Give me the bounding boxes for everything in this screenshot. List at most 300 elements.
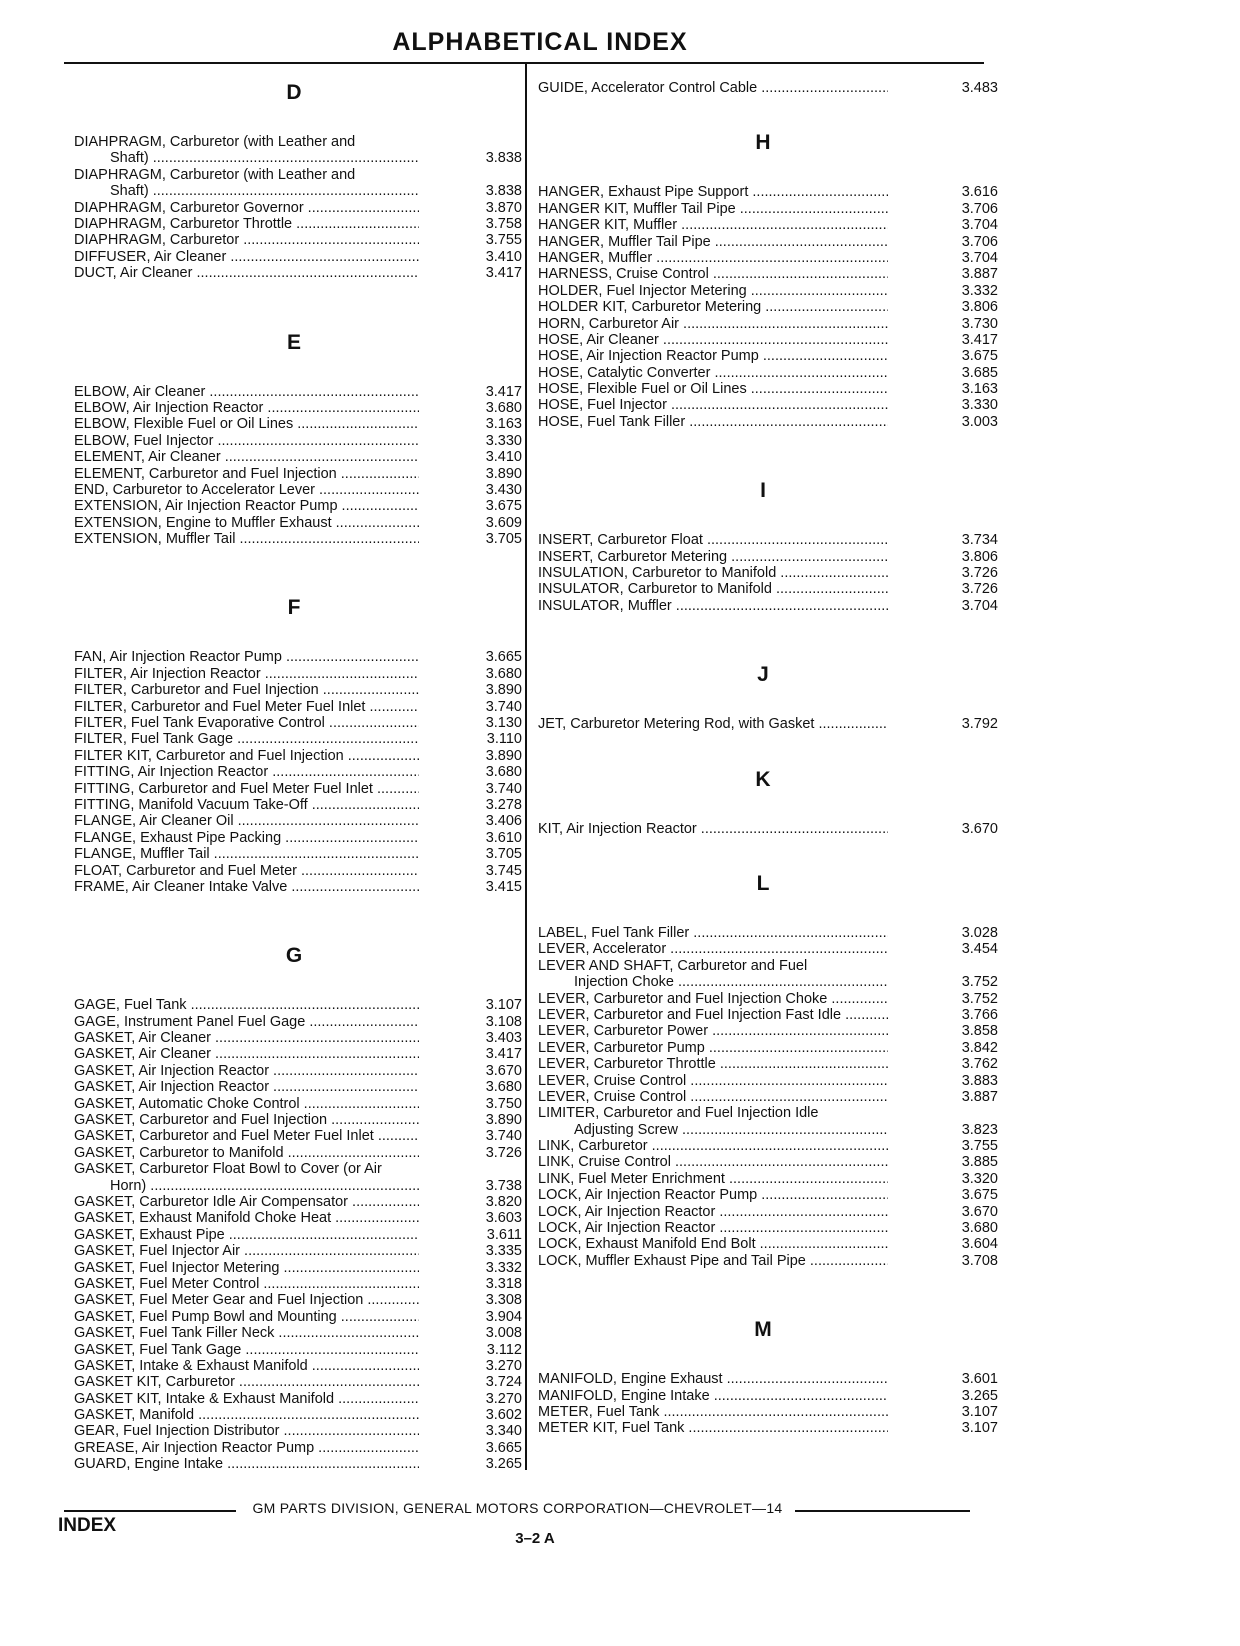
entry-description: FILTER, Fuel Tank Evaporative Control ..... <box>74 715 419 731</box>
entry-description-line1: LEVER AND SHAFT, Carburetor and Fuel <box>538 957 808 974</box>
entry-description: FILTER, Fuel Tank Gage ..... <box>74 731 419 747</box>
entry-description: DIAPHRAGM, Carburetor Throttle ..... <box>74 216 419 232</box>
entry-description: LEVER, Carburetor Power ..... <box>538 1023 888 1039</box>
page-number: 3–2 A <box>515 1530 555 1547</box>
entry-page-ref: 3.904 <box>485 1308 522 1325</box>
entry-page-ref: 3.680 <box>961 1220 998 1237</box>
index-entry <box>74 432 522 449</box>
index-entry <box>74 531 522 548</box>
entry-description: GASKET, Exhaust Pipe ..... <box>74 1227 419 1243</box>
entry-description: EXTENSION, Muffler Tail ..... <box>74 531 419 547</box>
entry-description: METER, Fuel Tank ..... <box>538 1404 888 1420</box>
entry-page-ref: 3.601 <box>961 1371 998 1388</box>
index-entry <box>538 581 998 598</box>
entry-description: ELBOW, Fuel Injector ..... <box>74 433 419 449</box>
entry-description: EXTENSION, Air Injection Reactor Pump ..... <box>74 498 419 514</box>
entry-page-ref: 3.752 <box>961 974 998 991</box>
entry-description: Shaft) ..... <box>74 183 419 199</box>
index-entry <box>74 665 522 682</box>
entry-description: GASKET, Intake & Exhaust Manifold ..... <box>74 1358 419 1374</box>
entry-page-ref: 3.806 <box>961 548 998 565</box>
entry-description: GASKET, Fuel Tank Gage ..... <box>74 1342 419 1358</box>
index-entry <box>74 265 522 282</box>
entry-page-ref: 3.842 <box>961 1039 998 1056</box>
entry-description: INSERT, Carburetor Float ..... <box>538 532 888 548</box>
index-entry <box>538 990 998 1007</box>
entry-description: INSULATOR, Muffler ..... <box>538 598 888 614</box>
entry-description: GASKET, Fuel Tank Filler Neck ..... <box>74 1325 419 1341</box>
entry-page-ref: 3.706 <box>961 200 998 217</box>
entry-page-ref: 3.417 <box>485 383 522 400</box>
entry-description: LEVER, Accelerator ..... <box>538 941 888 957</box>
index-entry <box>538 565 998 582</box>
index-entry <box>538 348 998 365</box>
entry-description: INSULATION, Carburetor to Manifold ..... <box>538 565 888 581</box>
index-entry <box>538 1072 998 1089</box>
entry-description: FILTER, Carburetor and Fuel Injection ..... <box>74 682 419 698</box>
entry-description: FLOAT, Carburetor and Fuel Meter ..... <box>74 863 419 879</box>
entry-page-ref: 3.890 <box>485 1112 522 1129</box>
entry-page-ref: 3.332 <box>961 282 998 299</box>
entry-description: HOSE, Catalytic Converter ..... <box>538 365 888 381</box>
entry-description: Adjusting Screw ..... <box>538 1122 888 1138</box>
index-entry <box>74 1095 522 1112</box>
entry-description: HANGER, Exhaust Pipe Support ..... <box>538 184 888 200</box>
entry-description: LOCK, Exhaust Manifold End Bolt ..... <box>538 1236 888 1252</box>
entry-description: GEAR, Fuel Injection Distributor ..... <box>74 1423 419 1439</box>
entry-page-ref: 3.163 <box>485 416 522 433</box>
entry-description: ELBOW, Air Injection Reactor ..... <box>74 400 419 416</box>
index-entry <box>74 878 522 895</box>
entry-description: LOCK, Air Injection Reactor Pump ..... <box>538 1187 888 1203</box>
index-entry <box>74 1112 522 1129</box>
entry-page-ref: 3.823 <box>961 1121 998 1138</box>
index-entry <box>74 731 522 748</box>
entry-page-ref: 3.670 <box>485 1062 522 1079</box>
right-column <box>538 80 998 1437</box>
entry-description: GASKET, Fuel Meter Control ..... <box>74 1276 419 1292</box>
entry-description: LABEL, Fuel Tank Filler ..... <box>538 925 888 941</box>
left-column <box>74 80 522 1473</box>
entry-description: MANIFOLD, Engine Exhaust ..... <box>538 1371 888 1387</box>
index-entry <box>74 1079 522 1096</box>
entry-description: FILTER, Air Injection Reactor ..... <box>74 666 419 682</box>
index-entry <box>74 715 522 732</box>
entry-page-ref: 3.680 <box>485 665 522 682</box>
index-entry <box>538 80 998 96</box>
entry-description: EXTENSION, Engine to Muffler Exhaust ..... <box>74 515 419 531</box>
index-entry <box>538 397 998 414</box>
index-entry <box>538 1039 998 1056</box>
index-entry <box>538 413 998 430</box>
entry-description: FILTER KIT, Carburetor and Fuel Injection ..... <box>74 748 419 764</box>
entry-description: LOCK, Air Injection Reactor ..... <box>538 1204 888 1220</box>
entry-description: END, Carburetor to Accelerator Lever ..... <box>74 482 419 498</box>
index-entry <box>74 1439 522 1456</box>
entry-page-ref: 3.410 <box>485 449 522 466</box>
index-entry <box>538 1236 998 1253</box>
entry-description: GASKET, Air Cleaner ..... <box>74 1030 419 1046</box>
entry-page-ref: 3.670 <box>961 1203 998 1220</box>
entry-description: GAGE, Instrument Panel Fuel Gage ..... <box>74 1014 419 1030</box>
entry-description: LINK, Fuel Meter Enrichment ..... <box>538 1171 888 1187</box>
index-entry <box>538 1088 998 1105</box>
entry-description: Shaft) ..... <box>74 150 419 166</box>
entry-page-ref: 3.112 <box>486 1341 522 1358</box>
entry-description: GASKET, Fuel Pump Bowl and Mounting ..... <box>74 1309 419 1325</box>
entry-page-ref: 3.680 <box>485 399 522 416</box>
entry-page-ref: 3.110 <box>486 731 522 748</box>
entry-page-ref: 3.890 <box>485 465 522 482</box>
entry-description: GUIDE, Accelerator Control Cable ..... <box>538 80 888 96</box>
index-entry <box>538 1105 998 1138</box>
title-rule <box>64 62 984 64</box>
entry-page-ref: 3.403 <box>485 1030 522 1047</box>
section-letter: M <box>754 1318 772 1342</box>
index-entry <box>74 1456 522 1473</box>
index-entry <box>74 698 522 715</box>
entry-page-ref: 3.265 <box>485 1456 522 1473</box>
entry-page-ref: 3.335 <box>485 1243 522 1260</box>
entry-page-ref: 3.740 <box>485 1128 522 1145</box>
entry-description: DIAPHRAGM, Carburetor Governor ..... <box>74 200 419 216</box>
entry-page-ref: 3.430 <box>485 481 522 498</box>
index-entry <box>74 1013 522 1030</box>
entry-page-ref: 3.265 <box>961 1387 998 1404</box>
index-entry <box>538 1023 998 1040</box>
entry-page-ref: 3.415 <box>485 878 522 895</box>
index-entry <box>74 1308 522 1325</box>
entry-page-ref: 3.278 <box>485 796 522 813</box>
index-entry <box>74 1243 522 1260</box>
entry-description: LEVER, Cruise Control ..... <box>538 1089 888 1105</box>
entry-description: GASKET, Exhaust Manifold Choke Heat ..... <box>74 1210 419 1226</box>
entry-description: LOCK, Air Injection Reactor ..... <box>538 1220 888 1236</box>
entry-description: HOSE, Fuel Injector ..... <box>538 397 888 413</box>
index-entry <box>74 997 522 1014</box>
entry-page-ref: 3.270 <box>485 1390 522 1407</box>
entry-page-ref: 3.308 <box>485 1292 522 1309</box>
index-entry <box>74 232 522 249</box>
index-entry <box>74 1275 522 1292</box>
entry-description: DIFFUSER, Air Cleaner ..... <box>74 249 419 265</box>
entry-page-ref: 3.806 <box>961 299 998 316</box>
footer-section-label: INDEX <box>58 1515 117 1536</box>
entry-description: FITTING, Manifold Vacuum Take-Off ..... <box>74 797 419 813</box>
index-entry <box>538 820 998 837</box>
entry-page-ref: 3.883 <box>961 1072 998 1089</box>
section-k <box>538 767 998 837</box>
entry-description: GASKET, Fuel Injector Air ..... <box>74 1243 419 1259</box>
entry-page-ref: 3.602 <box>485 1407 522 1424</box>
entry-page-ref: 3.870 <box>485 199 522 216</box>
index-entry <box>538 1404 998 1420</box>
entry-description: HORN, Carburetor Air ..... <box>538 316 888 332</box>
entry-description: HANGER, Muffler ..... <box>538 250 888 266</box>
index-entry <box>74 1259 522 1276</box>
section-g <box>74 943 522 1473</box>
index-entry <box>74 862 522 879</box>
entry-description: ELBOW, Air Cleaner ..... <box>74 384 419 400</box>
column-divider <box>525 64 527 1470</box>
index-entry <box>74 1390 522 1407</box>
index-entry <box>74 1341 522 1358</box>
entry-page-ref: 3.752 <box>961 990 998 1007</box>
entry-description: LEVER, Carburetor Throttle ..... <box>538 1056 888 1072</box>
entry-page-ref: 3.483 <box>961 80 998 96</box>
index-entry <box>74 1357 522 1374</box>
index-entry <box>74 649 522 666</box>
entry-page-ref: 3.107 <box>485 997 522 1014</box>
entry-page-ref: 3.726 <box>485 1144 522 1161</box>
section-letter: F <box>287 596 301 620</box>
entry-page-ref: 3.740 <box>485 698 522 715</box>
index-entry <box>74 1210 522 1227</box>
entry-page-ref: 3.454 <box>961 941 998 958</box>
index-entry <box>74 465 522 482</box>
index-entry <box>538 1220 998 1237</box>
entry-page-ref: 3.726 <box>961 565 998 582</box>
entry-description: JET, Carburetor Metering Rod, with Gasket ..... <box>538 716 888 732</box>
entry-description: FRAME, Air Cleaner Intake Valve ..... <box>74 879 419 895</box>
entry-description: GASKET, Carburetor to Manifold ..... <box>74 1145 419 1161</box>
index-entry <box>74 1407 522 1424</box>
index-entry <box>74 1062 522 1079</box>
entry-page-ref: 3.726 <box>961 581 998 598</box>
index-entry <box>538 184 998 201</box>
index-entry <box>74 764 522 781</box>
index-entry <box>538 1154 998 1171</box>
entry-page-ref: 3.890 <box>485 747 522 764</box>
index-entry <box>74 682 522 699</box>
entry-description: GASKET KIT, Intake & Exhaust Manifold ..... <box>74 1391 419 1407</box>
entry-description: ELEMENT, Carburetor and Fuel Injection ..... <box>74 466 419 482</box>
index-entry <box>538 957 998 991</box>
entry-page-ref: 3.340 <box>485 1423 522 1440</box>
entry-page-ref: 3.675 <box>961 1187 998 1204</box>
entry-description: HARNESS, Cruise Control ..... <box>538 266 888 282</box>
section-j <box>538 662 998 733</box>
entry-description: HOSE, Flexible Fuel or Oil Lines ..... <box>538 381 888 397</box>
index-entry <box>538 381 998 398</box>
section-d <box>74 80 522 282</box>
entry-page-ref: 3.616 <box>961 184 998 201</box>
entry-description: INSULATOR, Carburetor to Manifold ..... <box>538 581 888 597</box>
index-entry <box>538 282 998 299</box>
entry-page-ref: 3.887 <box>961 266 998 283</box>
entry-page-ref: 3.887 <box>961 1088 998 1105</box>
entry-page-ref: 3.410 <box>485 248 522 265</box>
entry-page-ref: 3.603 <box>485 1210 522 1227</box>
entry-page-ref: 3.611 <box>486 1226 522 1243</box>
entry-page-ref: 3.704 <box>961 217 998 234</box>
entry-page-ref: 3.704 <box>961 249 998 266</box>
entry-page-ref: 3.332 <box>485 1259 522 1276</box>
entry-page-ref: 3.730 <box>961 315 998 332</box>
index-entry <box>538 200 998 217</box>
index-entry <box>74 780 522 797</box>
index-entry <box>538 1371 998 1388</box>
entry-page-ref: 3.028 <box>961 924 998 941</box>
index-entry <box>538 597 998 614</box>
entry-description: LOCK, Muffler Exhaust Pipe and Tail Pipe ..... <box>538 1253 888 1269</box>
section-letter: H <box>755 131 771 155</box>
entry-page-ref: 3.734 <box>961 532 998 549</box>
index-entry <box>74 1423 522 1440</box>
entry-page-ref: 3.609 <box>485 514 522 531</box>
entry-page-ref: 3.762 <box>961 1056 998 1073</box>
section-m <box>538 1317 998 1437</box>
index-entry <box>74 514 522 531</box>
index-entry <box>74 1128 522 1145</box>
section-i <box>538 478 998 614</box>
entry-description: GASKET, Air Cleaner ..... <box>74 1046 419 1062</box>
entry-page-ref: 3.318 <box>485 1275 522 1292</box>
entry-description: GAGE, Fuel Tank ..... <box>74 997 419 1013</box>
index-entry <box>74 498 522 515</box>
entry-description: LEVER, Carburetor Pump ..... <box>538 1040 888 1056</box>
index-entry <box>74 813 522 830</box>
section-f <box>74 595 522 895</box>
entry-description: GASKET, Carburetor and Fuel Meter Fuel Inlet ..... <box>74 1128 419 1144</box>
entry-page-ref: 3.755 <box>961 1138 998 1155</box>
section-letter: K <box>755 767 771 791</box>
index-entry <box>74 383 522 400</box>
index-entry <box>74 166 522 200</box>
entry-page-ref: 3.740 <box>485 780 522 797</box>
entry-description: LINK, Cruise Control ..... <box>538 1154 888 1170</box>
entry-description: LEVER, Carburetor and Fuel Injection Fast Idle ..... <box>538 1007 888 1023</box>
index-entry <box>538 1387 998 1404</box>
index-entry <box>538 1138 998 1155</box>
index-entry <box>74 1030 522 1047</box>
index-entry <box>538 1006 998 1023</box>
index-entry <box>74 1226 522 1243</box>
entry-description: GASKET, Carburetor and Fuel Injection ..... <box>74 1112 419 1128</box>
index-entry <box>74 248 522 265</box>
index-entry <box>538 299 998 316</box>
entry-page-ref: 3.675 <box>961 348 998 365</box>
index-entry <box>74 199 522 216</box>
entry-description: FLANGE, Exhaust Pipe Packing ..... <box>74 830 419 846</box>
index-entry <box>538 266 998 283</box>
index-entry <box>538 1252 998 1269</box>
footer-publisher: GM PARTS DIVISION, GENERAL MOTORS CORPORATION—CHEVROLET—14 <box>252 1500 783 1516</box>
index-entry <box>538 364 998 381</box>
entry-page-ref: 3.838 <box>485 183 522 200</box>
section-e <box>74 330 522 548</box>
entry-description: INSERT, Carburetor Metering ..... <box>538 549 888 565</box>
entry-description: FITTING, Air Injection Reactor ..... <box>74 764 419 780</box>
index-entry <box>74 1194 522 1211</box>
entry-description: Injection Choke ..... <box>538 974 888 990</box>
entry-description: HANGER KIT, Muffler Tail Pipe ..... <box>538 201 888 217</box>
entry-page-ref: 3.708 <box>961 1252 998 1269</box>
entry-description-line1: DIAHPRAGM, Carburetor (with Leather and <box>74 134 356 150</box>
entry-page-ref: 3.704 <box>961 597 998 614</box>
entry-page-ref: 3.665 <box>485 1439 522 1456</box>
index-entry <box>74 829 522 846</box>
index-entry <box>74 1325 522 1342</box>
entry-page-ref: 3.766 <box>961 1006 998 1023</box>
entry-page-ref: 3.738 <box>485 1177 522 1194</box>
entry-description: HOSE, Fuel Tank Filler ..... <box>538 414 888 430</box>
index-entry <box>74 481 522 498</box>
entry-page-ref: 3.838 <box>485 150 522 167</box>
entry-page-ref: 3.665 <box>485 649 522 666</box>
entry-description: GASKET, Fuel Injector Metering ..... <box>74 1260 419 1276</box>
entry-page-ref: 3.406 <box>485 813 522 830</box>
entry-page-ref: 3.745 <box>485 862 522 879</box>
index-entry <box>538 548 998 565</box>
index-entry <box>538 716 998 733</box>
entry-page-ref: 3.705 <box>485 846 522 863</box>
entry-page-ref: 3.417 <box>961 331 998 348</box>
index-entry <box>538 1170 998 1187</box>
entry-description-line1: GASKET, Carburetor Float Bowl to Cover (or Air <box>74 1161 382 1178</box>
entry-description: DUCT, Air Cleaner ..... <box>74 265 419 281</box>
entry-description: GASKET, Fuel Meter Gear and Fuel Injection ..... <box>74 1292 419 1308</box>
index-entry <box>538 924 998 941</box>
entry-page-ref: 3.858 <box>961 1023 998 1040</box>
entry-description: GASKET KIT, Carburetor ..... <box>74 1374 419 1390</box>
entry-page-ref: 3.885 <box>961 1154 998 1171</box>
index-entry <box>74 846 522 863</box>
entry-page-ref: 3.130 <box>485 715 522 732</box>
entry-page-ref: 3.320 <box>961 1170 998 1187</box>
entry-description: METER KIT, Fuel Tank ..... <box>538 1420 888 1436</box>
entry-page-ref: 3.705 <box>485 531 522 548</box>
section-h <box>538 130 998 430</box>
entry-description: HOLDER KIT, Carburetor Metering ..... <box>538 299 888 315</box>
entry-page-ref: 3.670 <box>961 820 998 837</box>
entry-page-ref: 3.108 <box>485 1013 522 1030</box>
entry-description: MANIFOLD, Engine Intake ..... <box>538 1388 888 1404</box>
index-entry <box>538 941 998 958</box>
index-entry <box>74 1374 522 1391</box>
entry-description: GASKET, Air Injection Reactor ..... <box>74 1079 419 1095</box>
entry-description: HANGER KIT, Muffler ..... <box>538 217 888 233</box>
entry-description: LEVER, Carburetor and Fuel Injection Choke ..... <box>538 991 888 1007</box>
entry-description: FITTING, Carburetor and Fuel Meter Fuel Inlet ..... <box>74 781 419 797</box>
entry-page-ref: 3.417 <box>485 265 522 282</box>
entry-description: FLANGE, Air Cleaner Oil ..... <box>74 813 419 829</box>
entry-page-ref: 3.758 <box>485 215 522 232</box>
entry-page-ref: 3.330 <box>961 397 998 414</box>
section-letter: D <box>286 81 302 104</box>
entry-page-ref: 3.107 <box>961 1404 998 1420</box>
index-entry <box>74 449 522 466</box>
entry-description: HOLDER, Fuel Injector Metering ..... <box>538 283 888 299</box>
footer-rule-right <box>795 1510 970 1512</box>
entry-description: DIAPHRAGM, Carburetor ..... <box>74 232 419 248</box>
index-entry <box>538 1420 998 1437</box>
entry-description: GASKET, Manifold ..... <box>74 1407 419 1423</box>
entry-description: GREASE, Air Injection Reactor Pump ..... <box>74 1440 419 1456</box>
index-entry <box>74 399 522 416</box>
index-entry <box>538 249 998 266</box>
entry-description-line1: DIAPHRAGM, Carburetor (with Leather and <box>74 166 356 183</box>
entry-page-ref: 3.685 <box>961 364 998 381</box>
index-entry <box>74 1144 522 1161</box>
entry-page-ref: 3.820 <box>485 1194 522 1211</box>
index-entry <box>74 796 522 813</box>
entry-description: ELBOW, Flexible Fuel or Oil Lines ..... <box>74 416 419 432</box>
section-letter: I <box>760 479 766 503</box>
index-entry <box>74 1046 522 1063</box>
entry-page-ref: 3.107 <box>961 1420 998 1437</box>
section-g-continued <box>538 80 998 96</box>
